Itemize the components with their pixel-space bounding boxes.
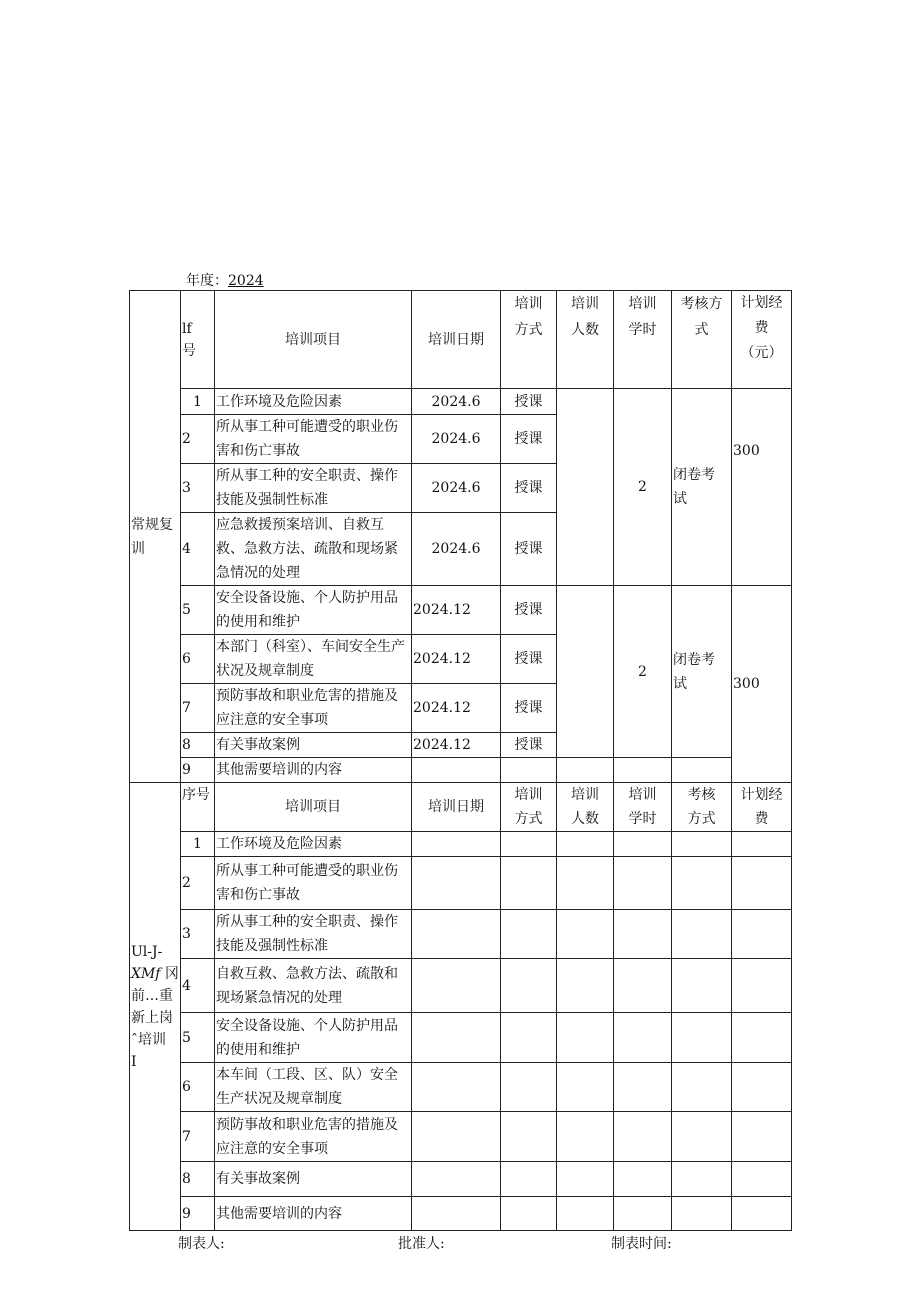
header-item: 培训项目: [215, 783, 412, 832]
row-date: 2024.6: [412, 389, 501, 415]
row-seq: 9: [181, 758, 215, 783]
header-item: 培训项目: [215, 291, 412, 389]
row-method: 授课: [501, 415, 557, 464]
section2-category-text: 冈: [160, 965, 179, 982]
header-hours: 培训 学时: [614, 291, 672, 389]
footer-maker: 制表人:: [178, 1236, 225, 1252]
section2-header-row: [130, 783, 792, 832]
header-method: 培训 方式: [501, 291, 557, 389]
row-item: 工作环境及危险因素: [215, 389, 412, 415]
row-method: 授课: [501, 464, 557, 513]
table-row: [130, 959, 792, 1013]
row-seq: 8: [181, 733, 215, 758]
section2-category-line: [131, 963, 179, 985]
section1-header-row: [130, 291, 792, 389]
section2-category: [130, 783, 181, 1231]
row-seq: 8: [181, 1162, 215, 1197]
section2-category-line: Ul-J-: [131, 943, 163, 960]
row-exam: [672, 758, 732, 783]
row-item: 所从事工种的安全职责、操作技能及强制性标准: [215, 464, 412, 513]
row-item: 其他需要培训的内容: [215, 758, 412, 783]
group2-hours: 2: [614, 586, 672, 758]
row-item: 其他需要培训的内容: [215, 1197, 412, 1231]
header-people: 培训 人数: [557, 291, 614, 389]
row-item: 安全设备设施、个人防护用品的使用和维护: [215, 1013, 412, 1063]
header-cost: 计划经 费: [732, 783, 792, 832]
row-date: 2024.12: [412, 586, 501, 635]
row-item: 安全设备设施、个人防护用品的使用和维护: [215, 586, 412, 635]
row-date: [412, 758, 501, 783]
group2-cost: 300: [732, 586, 792, 783]
row-item: 所从事工种可能遭受的职业伤害和伤亡事故: [215, 857, 412, 910]
row-date: 2024.6: [412, 513, 501, 586]
row-seq: 3: [181, 910, 215, 959]
row-seq: 5: [181, 1013, 215, 1063]
row-item: 所从事工种可能遭受的职业伤害和伤亡事故: [215, 415, 412, 464]
section2-category-line: ˆ培训: [131, 1031, 166, 1048]
row-date: 2024.12: [412, 733, 501, 758]
row-method: 授课: [501, 586, 557, 635]
section2-category-line: 前…重: [131, 987, 173, 1004]
header-cost: 计划经 费 （元）: [732, 291, 792, 389]
row-item: 有关事故案例: [215, 1162, 412, 1197]
row-item: 有关事故案例: [215, 733, 412, 758]
header-seq: 序号: [181, 783, 215, 832]
row-method: 授课: [501, 389, 557, 415]
footer-time: 制表时间:: [611, 1236, 672, 1252]
row-seq: 4: [181, 959, 215, 1013]
group2-people: [557, 586, 614, 758]
section2-category-line: I: [131, 1053, 137, 1070]
row-item: 预防事故和职业危害的措施及应注意的安全事项: [215, 684, 412, 733]
row-method: 授课: [501, 635, 557, 684]
row-seq: 6: [181, 1063, 215, 1112]
row-seq: 7: [181, 684, 215, 733]
row-item: 本车间（工段、区、队）安全生产状况及规章制度: [215, 1063, 412, 1112]
row-seq: 2: [181, 415, 215, 464]
table-row: [130, 832, 792, 857]
header-method: 培训 方式: [501, 783, 557, 832]
footer-approver: 批准人:: [398, 1236, 445, 1252]
row-item: 自救互救、急救方法、疏散和现场紧急情况的处理: [215, 959, 412, 1013]
year-line: [186, 270, 264, 290]
training-plan-table: [129, 290, 792, 1231]
header-date: 培训日期: [412, 291, 501, 389]
row-seq: 4: [181, 513, 215, 586]
row-item: 预防事故和职业危害的措施及应注意的安全事项: [215, 1112, 412, 1162]
row-date: 2024.12: [412, 635, 501, 684]
row-hours: [614, 758, 672, 783]
table-row: [130, 1162, 792, 1197]
year-label: 年度：: [186, 273, 228, 289]
row-seq: 1: [181, 389, 215, 415]
row-item: 本部门（科室）、车间安全生产状况及规章制度: [215, 635, 412, 684]
group1-hours: 2: [614, 389, 672, 586]
row-item: 应急救援预案培训、自救互救、急救方法、疏散和现场紧急情况的处理: [215, 513, 412, 586]
row-date: 2024.12: [412, 684, 501, 733]
group1-exam: 闭卷考 试: [672, 389, 732, 586]
header-date: 培训日期: [412, 783, 501, 832]
table-row: [130, 758, 792, 783]
row-seq: 7: [181, 1112, 215, 1162]
row-seq: 9: [181, 1197, 215, 1231]
table-row: [130, 857, 792, 910]
header-exam: 考核 方式: [672, 783, 732, 832]
table-row: [130, 586, 792, 635]
row-method: 授课: [501, 733, 557, 758]
year-value: 2024: [228, 273, 264, 289]
row-seq: 3: [181, 464, 215, 513]
row-item: 工作环境及危险因素: [215, 832, 412, 857]
row-seq: 1: [181, 832, 215, 857]
table-row: [130, 1112, 792, 1162]
header-seq: lf 号: [181, 291, 215, 389]
header-hours: 培训 学时: [614, 783, 672, 832]
section1-category: 常规复训: [130, 291, 181, 783]
group2-exam: 闭卷考 试: [672, 586, 732, 758]
row-date: 2024.6: [412, 415, 501, 464]
group1-cost: 300: [732, 389, 792, 586]
group1-people: [557, 389, 614, 586]
row-seq: 5: [181, 586, 215, 635]
row-seq: 2: [181, 857, 215, 910]
row-method: 授课: [501, 684, 557, 733]
row-method: [501, 758, 557, 783]
table-row: [130, 1013, 792, 1063]
table-row: [130, 389, 792, 415]
table-row: [130, 910, 792, 959]
table-row: [130, 1063, 792, 1112]
header-people: 培训 人数: [557, 783, 614, 832]
table-row: [130, 1197, 792, 1231]
row-method: 授课: [501, 513, 557, 586]
row-seq: 6: [181, 635, 215, 684]
section2-category-italic: XMf: [131, 965, 161, 982]
header-exam: 考核方 式: [672, 291, 732, 389]
section2-category-line: 新上岗: [131, 1009, 173, 1026]
row-people: [557, 758, 614, 783]
row-date: 2024.6: [412, 464, 501, 513]
row-item: 所从事工种的安全职责、操作技能及强制性标准: [215, 910, 412, 959]
